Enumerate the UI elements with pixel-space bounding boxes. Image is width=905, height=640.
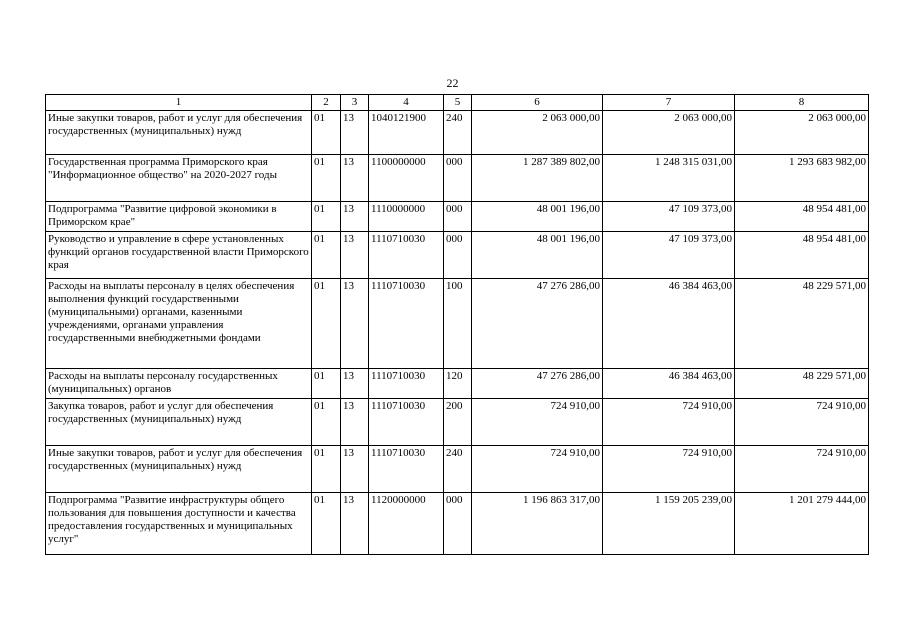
expense-name: Иные закупки товаров, работ и услуг для обеспечения государственных (муниципальных) нужд	[46, 446, 312, 493]
section-code: 01	[312, 399, 341, 446]
amount-year-1: 47 276 286,00	[472, 279, 603, 369]
target-article-code: 1110710030	[369, 399, 444, 446]
amount-year-1: 1 196 863 317,00	[472, 493, 603, 555]
expense-type-code: 000	[444, 155, 472, 202]
subsection-code: 13	[341, 369, 369, 399]
target-article-code: 1110000000	[369, 202, 444, 232]
page-number: 22	[446, 76, 459, 90]
target-article-code: 1110710030	[369, 369, 444, 399]
expense-type-code: 240	[444, 111, 472, 155]
subsection-code: 13	[341, 202, 369, 232]
table-row	[46, 202, 869, 232]
amount-year-2: 46 384 463,00	[603, 279, 735, 369]
table-row	[46, 369, 869, 399]
expense-name: Расходы на выплаты персоналу государственных (муниципальных) органов	[46, 369, 312, 399]
table-row	[46, 399, 869, 446]
column-header: 3	[341, 95, 369, 111]
target-article-code: 1110710030	[369, 446, 444, 493]
amount-year-2: 724 910,00	[603, 446, 735, 493]
amount-year-3: 724 910,00	[735, 446, 869, 493]
expense-name: Иные закупки товаров, работ и услуг для обеспечения государственных (муниципальных) нужд	[46, 111, 312, 155]
amount-year-2: 46 384 463,00	[603, 369, 735, 399]
expense-type-code: 000	[444, 202, 472, 232]
expense-name: Расходы на выплаты персоналу в целях обеспечения выполнения функций государственными (муниципальными) органами, казенными учреждениями, органами управления государственными внебюджетными фондами	[46, 279, 312, 369]
expense-name: Руководство и управление в сфере установленных функций органов государственной власти Приморского края	[46, 232, 312, 279]
table-row	[46, 155, 869, 202]
table-row	[46, 232, 869, 279]
target-article-code: 1120000000	[369, 493, 444, 555]
subsection-code: 13	[341, 399, 369, 446]
expense-name: Закупка товаров, работ и услуг для обеспечения государственных (муниципальных) нужд	[46, 399, 312, 446]
section-code: 01	[312, 279, 341, 369]
section-code: 01	[312, 369, 341, 399]
amount-year-3: 1 293 683 982,00	[735, 155, 869, 202]
amount-year-1: 1 287 389 802,00	[472, 155, 603, 202]
amount-year-2: 1 159 205 239,00	[603, 493, 735, 555]
amount-year-3: 2 063 000,00	[735, 111, 869, 155]
column-header: 1	[46, 95, 312, 111]
amount-year-2: 1 248 315 031,00	[603, 155, 735, 202]
amount-year-2: 724 910,00	[603, 399, 735, 446]
amount-year-2: 2 063 000,00	[603, 111, 735, 155]
subsection-code: 13	[341, 493, 369, 555]
amount-year-1: 48 001 196,00	[472, 202, 603, 232]
section-code: 01	[312, 232, 341, 279]
column-header: 6	[472, 95, 603, 111]
table-row	[46, 493, 869, 555]
expense-type-code: 000	[444, 232, 472, 279]
amount-year-1: 2 063 000,00	[472, 111, 603, 155]
column-header: 5	[444, 95, 472, 111]
amount-year-3: 48 229 571,00	[735, 369, 869, 399]
target-article-code: 1100000000	[369, 155, 444, 202]
target-article-code: 1040121900	[369, 111, 444, 155]
amount-year-1: 48 001 196,00	[472, 232, 603, 279]
section-code: 01	[312, 111, 341, 155]
amount-year-1: 724 910,00	[472, 446, 603, 493]
expense-name: Подпрограмма "Развитие инфраструктуры общего пользования для повышения доступности и качества предоставления государственных и муниципальных услуг"	[46, 493, 312, 555]
amount-year-1: 47 276 286,00	[472, 369, 603, 399]
section-code: 01	[312, 493, 341, 555]
column-header: 8	[735, 95, 869, 111]
amount-year-2: 47 109 373,00	[603, 232, 735, 279]
subsection-code: 13	[341, 111, 369, 155]
target-article-code: 1110710030	[369, 279, 444, 369]
expense-type-code: 240	[444, 446, 472, 493]
subsection-code: 13	[341, 155, 369, 202]
column-header: 7	[603, 95, 735, 111]
section-code: 01	[312, 202, 341, 232]
expense-type-code: 000	[444, 493, 472, 555]
table-row	[46, 111, 869, 155]
expense-type-code: 120	[444, 369, 472, 399]
column-header: 2	[312, 95, 341, 111]
subsection-code: 13	[341, 446, 369, 493]
amount-year-3: 48 229 571,00	[735, 279, 869, 369]
subsection-code: 13	[341, 279, 369, 369]
amount-year-3: 48 954 481,00	[735, 232, 869, 279]
budget-table	[45, 94, 869, 555]
section-code: 01	[312, 155, 341, 202]
amount-year-3: 48 954 481,00	[735, 202, 869, 232]
subsection-code: 13	[341, 232, 369, 279]
expense-name: Подпрограмма "Развитие цифровой экономики в Приморском крае"	[46, 202, 312, 232]
header-row	[46, 95, 869, 111]
table-row	[46, 446, 869, 493]
column-header: 4	[369, 95, 444, 111]
amount-year-3: 724 910,00	[735, 399, 869, 446]
target-article-code: 1110710030	[369, 232, 444, 279]
amount-year-1: 724 910,00	[472, 399, 603, 446]
amount-year-2: 47 109 373,00	[603, 202, 735, 232]
section-code: 01	[312, 446, 341, 493]
expense-name: Государственная программа Приморского края "Информационное общество" на 2020-2027 годы	[46, 155, 312, 202]
expense-type-code: 100	[444, 279, 472, 369]
table-row	[46, 279, 869, 369]
amount-year-3: 1 201 279 444,00	[735, 493, 869, 555]
expense-type-code: 200	[444, 399, 472, 446]
